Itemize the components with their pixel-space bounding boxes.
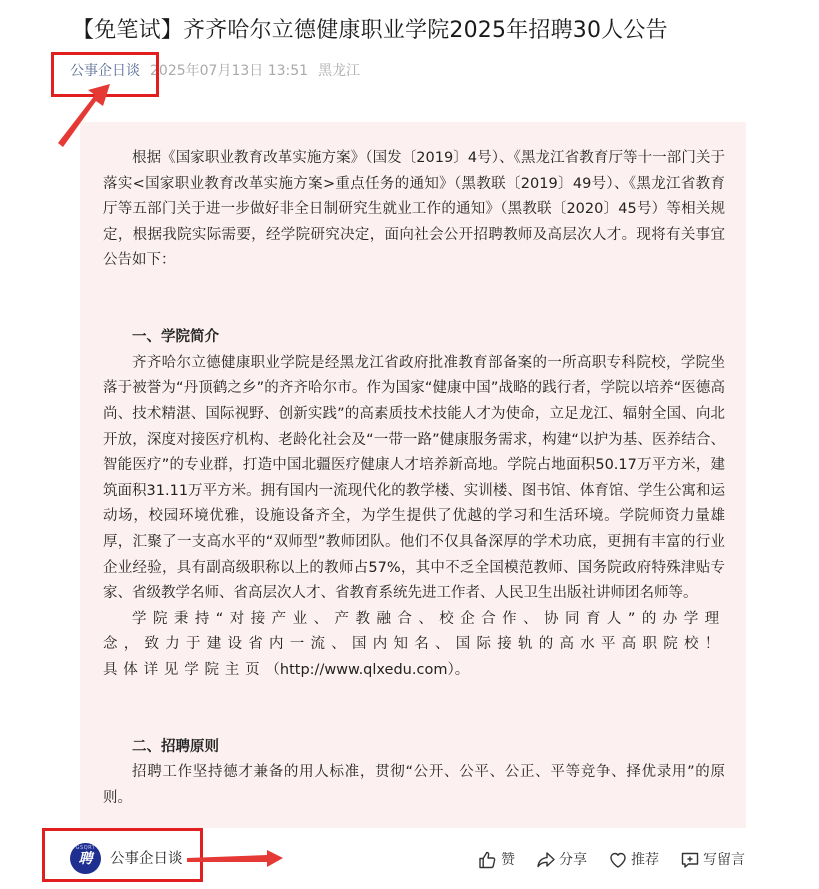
comment-icon: [680, 850, 700, 870]
philosophy-paragraph: [103, 607, 725, 684]
heart-icon: [608, 850, 628, 870]
highlight-box-footer-author: [42, 828, 203, 882]
footer-author-name[interactable]: 公事企日谈: [110, 851, 183, 867]
highlight-box-author: [51, 52, 159, 97]
intro-paragraph: 根据《国家职业教育改革实施方案》（国发〔2019〕4号）、《黑龙江省教育厅等十一部门关于落实<国家职业教育改革实施方案>重点任务的通知》（黑教联〔2019〕49号）、《黑龙江省教育厅等五部门关于进一步做好非全日制研究生就业工作的通知》（黑教联〔2020〕45号）等相关规定，根据我院实际需要，经学院研究决定，面向社会公开招聘教师及高层次人才。现将有关事宜公告如下：: [103, 150, 725, 269]
comment-label: 写留言: [703, 852, 745, 868]
college-intro-paragraph: 齐齐哈尔立德健康职业学院是经黑龙江省政府批准教育部备案的一所高职专科院校，学院坐落于被誉为“丹顶鹤之乡”的齐齐哈尔市。作为国家“健康中国”战略的践行者，学院以培养“医德高尚、技术精湛、国际视野、创新实践”的高素质技术技能人才为使命，立足龙江、辐射全国、向北开放，深度对接医疗机构、老龄化社会及“一带一路”健康服务需求，构建“以护为基、医养结合、智能医疗”的专业群，打造中国北疆医疗健康人才培养新高地。学院占地面积50.17万平方米，建筑面积31.11万平方米。拥有国内一流现代化的教学楼、实训楼、图书馆、体育馆、学生公寓和运动场，校园环境优雅，设施设备齐全，为学生提供了优越的学习和生活环境。学院师资力量雄厚，汇聚了一支高水平的“双师型”教师团队。他们不仅具备深厚的学术功底，更拥有丰富的行业企业经验，具有副高级职称以上的教师占57%，其中不乏全国模范教师、国务院政府特殊津贴专家、省级教学名师、省高层次人才、省教育系统先进工作者、人民卫生出版社讲师团名师等。: [103, 354, 725, 602]
avatar-ring-text: GSQRT: [75, 845, 96, 851]
recommend-label: 推荐: [631, 852, 659, 868]
philosophy-text: 学院秉持“对接产业、产教融合、校企合作、协同育人”的办学理念，致力于建设省内一流、国内知名、国际接轨的高水平高职院校！具体详见学院主页: [103, 610, 725, 678]
principles-paragraph: 招聘工作坚持德才兼备的用人标准，贯彻“公开、公平、公正、平等竞争、择优录用”的原则。: [103, 764, 725, 806]
section-heading-intro: 一、学院简介: [132, 329, 219, 346]
article-title: 【免笔试】齐齐哈尔立德健康职业学院2025年招聘30人公告: [72, 18, 668, 43]
homepage-link[interactable]: （http://www.qlxedu.com）。: [265, 661, 470, 678]
publish-location: 黑龙江: [318, 63, 361, 79]
like-label: 赞: [501, 852, 515, 868]
section-heading-principles: 二、招聘原则: [132, 738, 219, 755]
share-label: 分享: [559, 852, 587, 868]
avatar-glyph: 聘: [78, 851, 93, 867]
publish-date: 2025年07月13日 13:51: [150, 63, 309, 79]
thumbs-up-icon: [478, 850, 498, 870]
author-link[interactable]: 公事企日谈: [70, 63, 140, 79]
article-content: [103, 146, 725, 811]
share-arrow-icon: [536, 850, 556, 870]
article-body: [80, 122, 746, 828]
